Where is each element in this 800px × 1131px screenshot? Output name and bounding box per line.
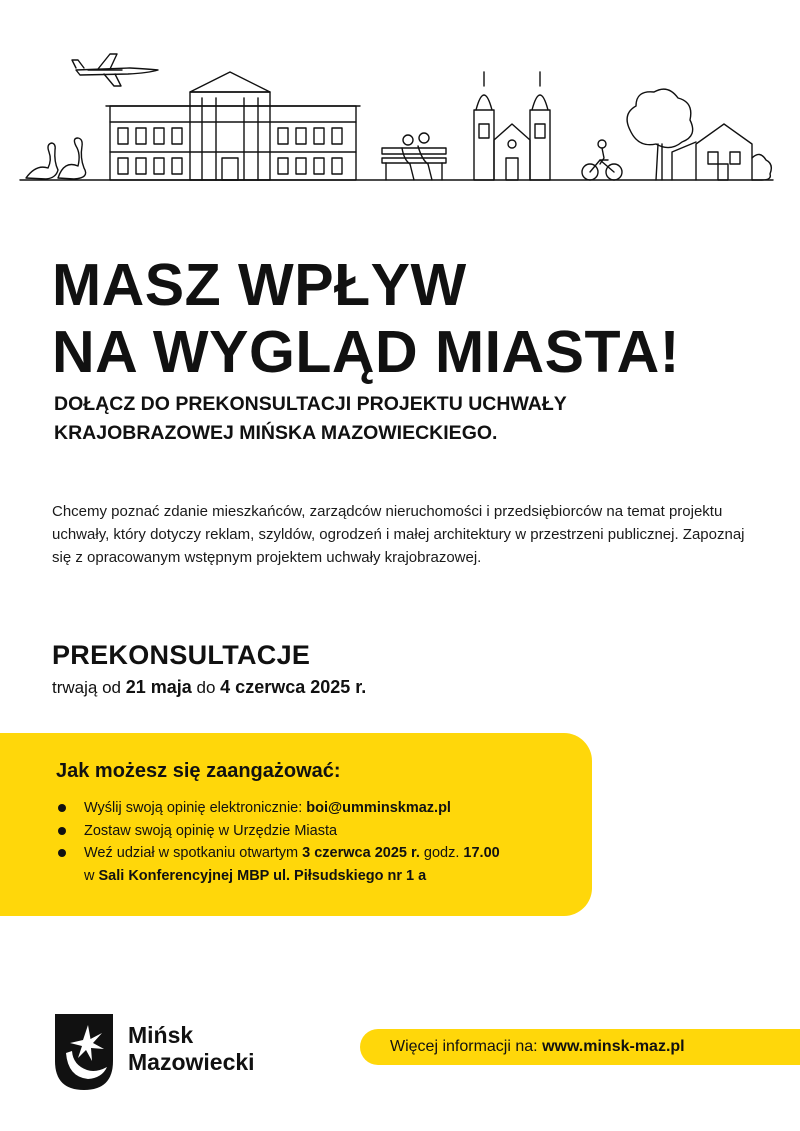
engage-item-office bbox=[56, 820, 586, 843]
logo-wordmark bbox=[128, 1022, 255, 1076]
tree-icon bbox=[627, 89, 693, 180]
meeting-date: 3 czerwca 2025 r. bbox=[302, 845, 420, 861]
subheadline-line-1: DOŁĄCZ DO PREKONSULTACJI PROJEKTU UCHWAŁY bbox=[54, 393, 567, 415]
meeting-venue-line bbox=[84, 865, 586, 888]
meeting-time: 17.00 bbox=[463, 845, 500, 861]
subheadline-line-2: KRAJOBRAZOWEJ MIŃSKA MAZOWIECKIEGO. bbox=[54, 422, 498, 444]
info-text bbox=[390, 1038, 685, 1056]
city-skyline-illustration bbox=[18, 40, 780, 190]
house-icon bbox=[672, 124, 771, 180]
jet-icon bbox=[72, 54, 158, 86]
subheadline bbox=[54, 390, 567, 448]
headline bbox=[52, 252, 680, 386]
headline-line-1: MASZ WPŁYW bbox=[52, 252, 467, 318]
engage-list bbox=[56, 797, 586, 887]
headline-line-2: NA WYGLĄD MIASTA! bbox=[52, 319, 680, 385]
period-dates bbox=[52, 677, 366, 698]
logo-line-1: Mińsk bbox=[128, 1022, 194, 1048]
city-crest-icon bbox=[54, 1013, 114, 1091]
meeting-time-prefix: godz. bbox=[423, 845, 460, 861]
period-title: PREKONSULTACJE bbox=[52, 640, 311, 670]
logo-line-2: Mazowiecki bbox=[128, 1049, 255, 1075]
meeting-venue: Sali Konferencyjnej MBP ul. Piłsudskiego nr 1 a bbox=[98, 867, 427, 884]
bullet-icon bbox=[58, 827, 66, 835]
period-start: 21 maja bbox=[125, 677, 192, 697]
period-end: 4 czerwca 2025 r. bbox=[220, 677, 367, 697]
engage-item-email bbox=[56, 797, 586, 820]
bullet-icon bbox=[58, 804, 66, 812]
palace-icon bbox=[106, 72, 360, 180]
bench-couple-icon bbox=[382, 133, 446, 180]
engage-item-office-text: Zostaw swoją opinię w Urzędzie Miasta bbox=[84, 822, 338, 839]
info-label: Więcej informacji na: bbox=[390, 1038, 538, 1055]
engage-item-email-text: Wyślij swoją opinię elektronicznie: bbox=[84, 800, 303, 816]
meeting-venue-prefix: w bbox=[84, 867, 95, 884]
period-prefix: trwają od bbox=[52, 678, 121, 697]
period-middle: do bbox=[196, 678, 216, 697]
engage-item-meeting-text: Weź udział w spotkaniu otwartym bbox=[84, 845, 299, 861]
engage-item-meeting bbox=[56, 842, 586, 887]
engage-title: Jak możesz się zaangażować: bbox=[56, 760, 341, 782]
bullet-icon bbox=[58, 849, 66, 857]
intro-paragraph: Chcemy poznać zdanie mieszkańców, zarządców nieruchomości i przedsiębiorców na temat projektu uchwały, który dotyczy reklam, szyldów, ogrodzeń i małej architektury w przestrzeni publicznej. Zapoznaj się z opracowanym wstępnym projektem uchwały krajobrazowej. bbox=[52, 503, 745, 566]
email-link[interactable]: boi@umminskmaz.pl bbox=[306, 800, 451, 816]
cyclist-icon bbox=[582, 140, 622, 180]
swans-icon bbox=[26, 138, 86, 179]
website-link[interactable]: www.minsk-maz.pl bbox=[542, 1038, 685, 1055]
church-icon bbox=[474, 72, 550, 180]
